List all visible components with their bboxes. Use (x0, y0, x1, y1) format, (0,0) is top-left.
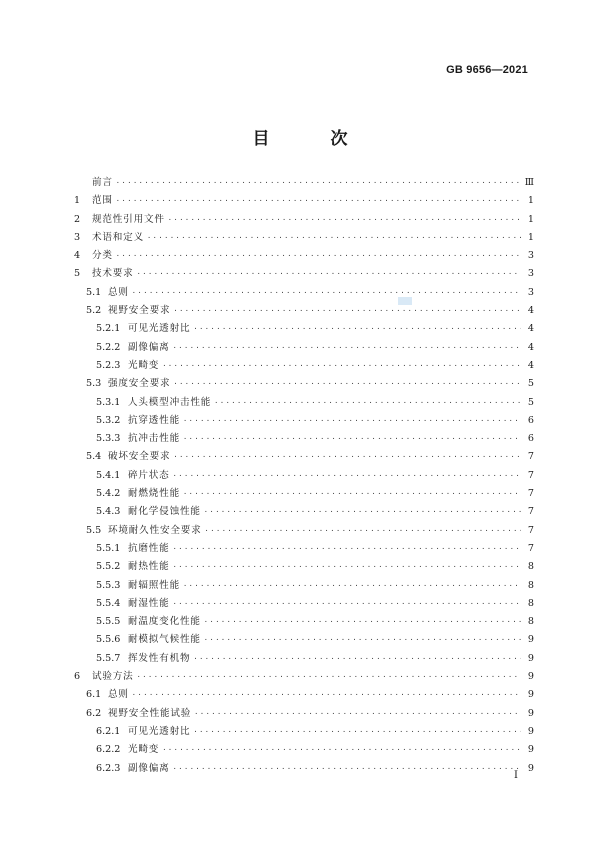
toc-entry-title: 强度安全要求 (108, 378, 171, 390)
toc-entry-page: 5 (527, 396, 534, 408)
toc-entry-title: 碎片状态 (128, 469, 170, 481)
toc-entry-number: 5 (74, 268, 81, 280)
toc-dot-leader (116, 252, 521, 260)
toc-entry-number: 6.2.3 (96, 762, 121, 774)
toc-entry[interactable] (74, 760, 534, 778)
toc-entry-page: 7 (527, 524, 534, 536)
toc-entry-page: 7 (527, 488, 534, 500)
toc-dot-leader (183, 417, 521, 425)
toc-entry-page: 9 (527, 725, 534, 737)
toc-dot-leader (173, 600, 521, 608)
toc-entry-number: 2 (74, 213, 81, 225)
toc-entry-title: 范围 (92, 195, 113, 207)
toc-entry-title: 人头模型冲击性能 (128, 396, 212, 408)
toc-entry-title: 视野安全要求 (108, 305, 171, 317)
toc-entry-title: 耐模拟气候性能 (128, 634, 201, 646)
toc-entry-number: 5.4 (86, 451, 102, 463)
toc-entry-title: 可见光透射比 (128, 725, 191, 737)
toc-entry[interactable] (74, 339, 534, 357)
toc-entry[interactable] (74, 394, 534, 412)
toc-entry[interactable] (74, 558, 534, 576)
toc-entry-page: 4 (527, 305, 534, 317)
toc-entry-number: 5.2.2 (96, 341, 121, 353)
toc-entry[interactable] (74, 741, 534, 759)
toc-entry-page: 7 (527, 469, 534, 481)
toc-dot-leader (132, 691, 521, 699)
toc-entry[interactable] (74, 265, 534, 283)
toc-entry-number: 5.2.3 (96, 359, 121, 371)
toc-entry-title: 破坏安全要求 (108, 451, 171, 463)
toc-entry-number: 5.4.3 (96, 506, 121, 518)
toc-entry[interactable] (74, 320, 534, 338)
toc-dot-leader (173, 380, 521, 388)
toc-entry[interactable] (74, 540, 534, 558)
toc-dot-leader (173, 307, 521, 315)
toc-entry[interactable] (74, 686, 534, 704)
toc-entry-number: 6.2.1 (96, 725, 121, 737)
toc-entry-title: 规范性引用文件 (92, 213, 165, 225)
toc-dot-leader (183, 582, 521, 590)
toc-entry-number: 3 (74, 231, 81, 243)
toc-entry[interactable] (74, 613, 534, 631)
toc-entry-number: 6.2.2 (96, 744, 121, 756)
toc-entry-page: 1 (527, 213, 534, 225)
toc-entry[interactable] (74, 503, 534, 521)
toc-entry-page: 9 (527, 671, 534, 683)
toc-entry-number: 5.4.1 (96, 469, 121, 481)
toc-entry-title: 抗磨性能 (128, 542, 170, 554)
toc-entry-number: 5.5.7 (96, 652, 121, 664)
toc-dot-leader (183, 435, 521, 443)
toc-entry-page: 8 (527, 561, 534, 573)
toc-entry-title: 总则 (108, 286, 129, 298)
toc-entry-title: 环境耐久性安全要求 (108, 524, 202, 536)
toc-entry-number: 5.3.2 (96, 414, 121, 426)
toc-dot-leader (204, 636, 521, 644)
toc-dot-leader (162, 746, 521, 754)
toc-entry-title: 光畸变 (128, 744, 160, 756)
toc-entry-number: 1 (74, 195, 81, 207)
toc-entry[interactable] (74, 485, 534, 503)
toc-entry-title: 耐辐照性能 (128, 579, 180, 591)
toc-dot-leader (147, 234, 521, 242)
toc-entry-page: 9 (527, 744, 534, 756)
toc-entry-page: 4 (527, 359, 534, 371)
toc-entry-number: 5.3.1 (96, 396, 121, 408)
toc-dot-leader (173, 453, 521, 461)
toc-entry[interactable] (74, 668, 534, 686)
toc-dot-leader (162, 362, 521, 370)
page-title: 目 次 (252, 129, 370, 149)
toc-entry-page: 9 (527, 652, 534, 664)
toc-entry-number: 5.5.4 (96, 597, 121, 609)
toc-entry-page: 3 (527, 250, 534, 262)
toc-entry-page: 7 (527, 451, 534, 463)
toc-entry[interactable] (74, 650, 534, 668)
toc-entry-number: 5.4.2 (96, 488, 121, 500)
toc-entry-page: 8 (527, 579, 534, 591)
toc-entry-number: 6.1 (86, 689, 102, 701)
toc-entry-page: 7 (527, 506, 534, 518)
toc-entry[interactable] (74, 448, 534, 466)
toc-entry-page: 5 (527, 378, 534, 390)
standard-code: GB 9656—2021 (446, 64, 528, 76)
toc-entry[interactable] (74, 357, 534, 375)
toc-dot-leader (173, 563, 521, 571)
toc-dot-leader (116, 197, 521, 205)
toc-entry-number: 5.5.5 (96, 616, 121, 628)
toc-entry-title: 术语和定义 (92, 231, 144, 243)
toc-entry-page: 4 (527, 323, 534, 335)
toc-entry[interactable] (74, 577, 534, 595)
toc-entry-number: 5.5.1 (96, 542, 121, 554)
toc-entry-title: 试验方法 (92, 671, 134, 683)
toc-dot-leader (193, 728, 521, 736)
toc-entry[interactable] (74, 375, 534, 393)
toc-entry-number: 5.5 (86, 524, 102, 536)
toc-dot-leader (204, 508, 521, 516)
toc-entry[interactable] (74, 211, 534, 229)
toc-entry-page: 8 (527, 616, 534, 628)
toc-entry[interactable] (74, 430, 534, 448)
toc-dot-leader (116, 179, 521, 187)
toc-entry-page: 8 (527, 597, 534, 609)
toc-entry-title: 视野安全性能试验 (108, 707, 192, 719)
toc-entry-page: 9 (527, 762, 534, 774)
toc-entry-page: 1 (527, 195, 534, 207)
toc-entry-number: 5.5.3 (96, 579, 121, 591)
toc-dot-leader (214, 399, 521, 407)
toc-entry-title: 耐热性能 (128, 561, 170, 573)
toc-dot-leader (132, 289, 521, 297)
toc-entry-page: 9 (527, 707, 534, 719)
toc-entry-number: 6.2 (86, 707, 102, 719)
toc-dot-leader (173, 472, 521, 480)
toc-entry-title: 副像偏离 (128, 762, 170, 774)
toc-entry-number: 5.5.2 (96, 561, 121, 573)
toc-dot-leader (183, 490, 521, 498)
toc-entry-title: 副像偏离 (128, 341, 170, 353)
toc-entry-page: 7 (527, 542, 534, 554)
toc-entry[interactable] (74, 412, 534, 430)
toc-entry-page: 3 (527, 268, 534, 280)
toc-entry-title: 前言 (92, 177, 113, 188)
toc-entry-number: 5.2.1 (96, 323, 121, 335)
toc-entry[interactable] (74, 284, 534, 302)
toc-entry-page: 1 (527, 231, 534, 243)
toc-entry-title: 总则 (108, 689, 129, 701)
toc-entry[interactable] (74, 522, 534, 540)
toc-dot-leader (173, 765, 521, 773)
toc-entry[interactable] (74, 467, 534, 485)
toc-entry-number: 5.3.3 (96, 433, 121, 445)
toc-dot-leader (193, 655, 521, 663)
toc-entry[interactable] (74, 631, 534, 649)
toc-entry-title: 耐燃烧性能 (128, 488, 180, 500)
toc-entry-number: 5.1 (86, 286, 102, 298)
toc-entry-title: 耐湿性能 (128, 597, 170, 609)
toc-entry-page: 3 (527, 286, 534, 298)
toc-dot-leader (173, 545, 521, 553)
toc-entry[interactable] (74, 595, 534, 613)
toc-entry-number: 5.3 (86, 378, 102, 390)
toc-entry-number: 5.5.6 (96, 634, 121, 646)
toc-dot-leader (173, 344, 521, 352)
toc-entry-page: 9 (527, 634, 534, 646)
toc-dot-leader (137, 270, 521, 278)
toc-entry-title: 可见光透射比 (128, 323, 191, 335)
toc-entry-title: 耐化学侵蚀性能 (128, 506, 201, 518)
toc-entry[interactable] (74, 174, 534, 192)
toc-entry-title: 技术要求 (92, 268, 134, 280)
toc-entry-number: 4 (74, 250, 81, 262)
toc-entry-title: 分类 (92, 250, 113, 262)
toc-entry-title: 抗穿透性能 (128, 414, 180, 426)
toc-entry-number: 6 (74, 671, 81, 683)
toc-entry[interactable] (74, 723, 534, 741)
toc-dot-leader (205, 527, 521, 535)
toc-entry[interactable] (74, 229, 534, 247)
toc-entry[interactable] (74, 247, 534, 265)
toc-entry[interactable] (74, 192, 534, 210)
page-number: I (514, 770, 518, 781)
toc-entry-title: 抗冲击性能 (128, 433, 180, 445)
toc-entry-page: 6 (527, 414, 534, 426)
toc-entry-title: 耐温度变化性能 (128, 616, 201, 628)
toc-entry-page: 6 (527, 433, 534, 445)
toc-entry-page: 4 (527, 341, 534, 353)
toc-dot-leader (204, 618, 521, 626)
toc-dot-leader (137, 673, 521, 681)
toc-entry[interactable] (74, 705, 534, 723)
toc-entry-number: 5.2 (86, 305, 102, 317)
toc-entry-page: Ⅲ (524, 177, 534, 188)
toc-entry-title: 挥发性有机物 (128, 652, 191, 664)
toc-dot-leader (193, 325, 521, 333)
toc-entry[interactable] (74, 302, 534, 320)
toc-entry-page: 9 (527, 689, 534, 701)
table-of-contents (74, 174, 534, 778)
toc-dot-leader (168, 216, 521, 224)
toc-entry-title: 光畸变 (128, 359, 160, 371)
toc-dot-leader (194, 710, 521, 718)
